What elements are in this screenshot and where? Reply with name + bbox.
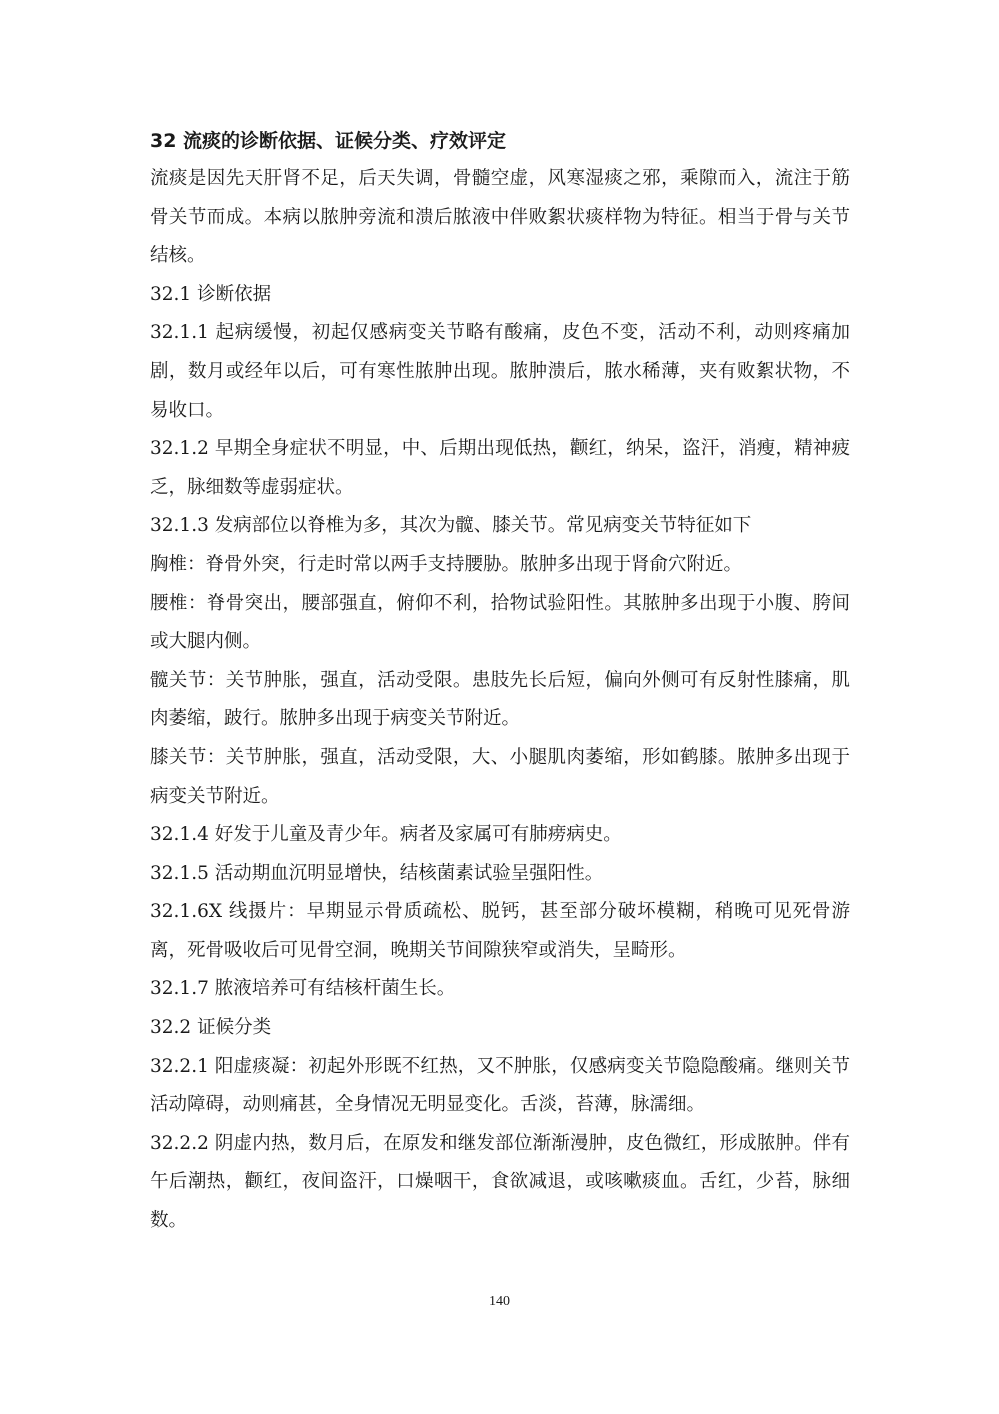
paragraph-32-2-1: 32.2.1 阳虚痰凝：初起外形既不红热，又不肿胀，仅感病变关节隐隐酸痛。继则关节活动障碍，动则痛甚，全身情况无明显变化。舌淡，苔薄，脉濡细。 (150, 1055, 850, 1116)
paragraph-lumbar: 腰椎：脊骨突出，腰部强直，俯仰不利，拾物试验阳性。其脓肿多出现于小腹、胯间或大腿内侧。 (150, 592, 850, 653)
paragraph-thoracic: 胸椎：脊骨外突，行走时常以两手支持腰胁。脓肿多出现于肾俞穴附近。 (150, 553, 743, 575)
paragraph-32-1-6: 32.1.6X 线摄片：早期显示骨质疏松、脱钙，甚至部分破坏模糊，稍晚可见死骨游离，死骨吸收后可见骨空洞，晚期关节间隙狭窄或消失，呈畸形。 (150, 901, 850, 961)
paragraph-32-1-3: 32.1.3 发病部位以脊椎为多，其次为髋、膝关节。常见病变关节特征如下 (150, 515, 752, 537)
paragraph-32-1-2: 32.1.2 早期全身症状不明显，中、后期出现低热，颧红，纳呆，盗汗，消瘦，精神疲乏，脉细数等虚弱症状。 (150, 438, 850, 498)
paragraph-32-1-5: 32.1.5 活动期血沉明显增快，结核菌素试验呈强阳性。 (150, 862, 604, 884)
paragraph-32-2-2: 32.2.2 阴虚内热，数月后，在原发和继发部位渐渐漫肿，皮色微红，形成脓肿。伴有午后潮热，颧红，夜间盗汗，口燥咽干，食欲减退，或咳嗽痰血。舌红，少苔，脉细数。 (150, 1132, 850, 1232)
section-title: 32 流痰的诊断依据、证候分类、疗效评定 (150, 130, 507, 152)
heading-syndrome-classification: 32.2 证候分类 (150, 1017, 272, 1039)
paragraph-hip: 髋关节：关节肿胀，强直，活动受限。患肢先长后短，偏向外侧可有反射性膝痛，肌肉萎缩，跛行。脓肿多出现于病变关节附近。 (150, 669, 850, 730)
page-number: 140 (489, 1294, 510, 1309)
heading-diagnosis: 32.1 诊断依据 (150, 283, 272, 305)
paragraph-intro: 流痰是因先天肝肾不足，后天失调，骨髓空虚，风寒湿痰之邪，乘隙而入，流注于筋骨关节而成。本病以脓肿旁流和溃后脓液中伴败絮状痰样物为特征。相当于骨与关节结核。 (150, 168, 850, 267)
paragraph-knee: 膝关节：关节肿胀，强直，活动受限，大、小腿肌肉萎缩，形如鹤膝。脓肿多出现于病变关节附近。 (150, 746, 850, 807)
paragraph-32-1-4: 32.1.4 好发于儿童及青少年。病者及家属可有肺痨病史。 (150, 824, 622, 846)
paragraph-32-1-1: 32.1.1 起病缓慢，初起仅感病变关节略有酸痛，皮色不变，活动不利，动则疼痛加剧，数月或经年以后，可有寒性脓肿出现。脓肿溃后，脓水稀薄，夹有败絮状物，不易收口。 (150, 322, 850, 421)
paragraph-32-1-7: 32.1.7 脓液培养可有结核杆菌生长。 (150, 978, 456, 1000)
document-body (150, 122, 850, 1241)
